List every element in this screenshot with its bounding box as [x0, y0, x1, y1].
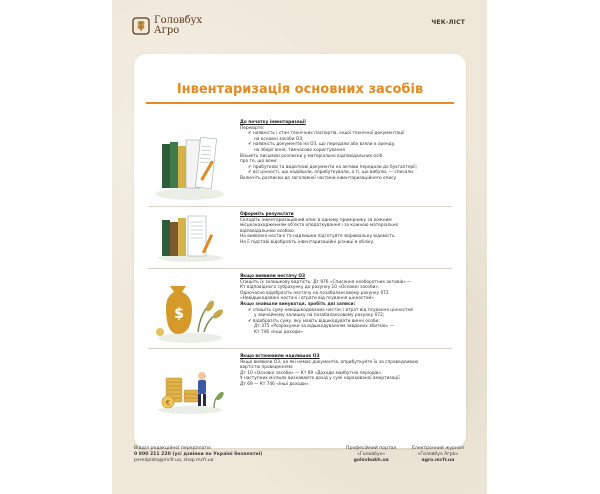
section-shortage	[148, 274, 452, 346]
section-divider	[148, 206, 452, 207]
document-type-label: ЧЕК-ЛІСТ	[431, 19, 465, 26]
section-line: Кт відповідного субрахунку до рахунку 10 «Основні засоби».	[240, 285, 380, 291]
section-line: Якщо знайшли винуватця, зробіть дві записи:	[240, 301, 356, 307]
section-divider	[148, 268, 452, 269]
section-heading: До початку інвентаризації	[240, 120, 306, 125]
checklist-page	[112, 0, 487, 494]
section-surplus	[148, 354, 452, 416]
footer-line: «Головбух Агро»	[417, 451, 459, 457]
section-line: у звичайному залишку на позабалансовому рахунку 072;	[254, 313, 385, 319]
section-line: на основні засоби ОЗ;	[254, 136, 304, 142]
section-line: вартістю проведенням:	[240, 365, 294, 371]
section-line: Дт 69 — Кт 746 «Інші доходи»	[240, 381, 309, 387]
footer-line: Професійний портал	[346, 446, 397, 451]
footer-line: Електронний журнал	[412, 446, 464, 451]
section-line: про те, що вони:	[240, 159, 278, 165]
checklist-item: ✔ відобразіть суму, яку мають відшкодувати винні особи:	[248, 318, 380, 324]
footer-phone[interactable]: 0 800 211 220 (усі дзвінки по Україні безплатні)	[134, 451, 263, 457]
footer-subscription	[134, 446, 262, 463]
footer-line: Відділ редакційної передплати:	[134, 446, 212, 451]
money-bag-illustration	[148, 274, 232, 346]
svg-text:€: €	[165, 399, 171, 407]
page-footer	[134, 446, 469, 474]
section-line: Включіть розписки до заголовної частини інвентаризаційного опису	[240, 175, 397, 181]
documents-illustration	[148, 120, 232, 204]
footer-links[interactable]: peredplata@mcfr.ua, shop.mcfr.ua	[134, 457, 214, 463]
section-line: Дт 375 «Розрахунки за відшкодуванням завданих збитків» —	[254, 324, 394, 330]
brand-name-line1: Головбух	[154, 15, 203, 26]
section-before-inventory	[148, 120, 452, 204]
checklist-item: ✔ прибуткові та видаткові документи на активи передали до бухгалтерії;	[248, 164, 418, 170]
section-line: Спишіть їх залишкову вартість: Дт 976 «Списання необоротних активів» —	[240, 279, 412, 285]
section-divider	[148, 348, 452, 349]
page-title: Інвентаризація основних засобів	[176, 82, 424, 97]
section-results	[148, 212, 452, 264]
folders-illustration	[148, 212, 232, 264]
footer-line: «Головбух»	[357, 451, 386, 457]
section-heading: Оформіть результати	[240, 212, 294, 217]
section-text	[240, 212, 452, 246]
section-heading: Якщо встановили надлишок ОЗ	[240, 354, 320, 359]
section-text	[240, 354, 452, 388]
svg-text:$: $	[174, 306, 184, 322]
brand-name-line2: Агро	[154, 25, 180, 36]
section-line: На її підставі відобразіть інвентаризаційні різниці в обліку	[240, 239, 374, 245]
content-card	[134, 54, 466, 448]
checklist-item: ✔ спишіть суму невідшкодованих нестач і втрат від псування цінностей	[248, 307, 413, 313]
title-underline	[146, 102, 454, 104]
section-line: Візьміть письмові розписки у матеріально відповідальних осіб	[240, 153, 383, 159]
section-text	[240, 274, 452, 336]
footer-journal	[412, 446, 464, 463]
checklist-item: ✔ наявність і стан технічних паспортів, іншої технічної документації	[248, 131, 405, 137]
checklist-item: ✔ наявність документів на ОЗ, що передали або взяли в оренду,	[248, 142, 396, 148]
footer-portal	[346, 446, 396, 463]
section-line: Кт 746 «Інші доходи»	[254, 329, 303, 335]
brand-logo[interactable]	[132, 16, 202, 36]
section-line: Перевірте:	[240, 125, 265, 131]
section-heading: Якщо виявили нестачу ОЗ	[240, 274, 306, 279]
section-line: відповідальною особою.	[240, 228, 296, 234]
section-line: на зберігання, тимчасове користування	[254, 147, 345, 153]
section-text	[240, 120, 452, 182]
checklist-item: ✔ всі цінності, що надійшли, оприбуткували, а ті, що вибули, — списали.	[248, 170, 415, 176]
section-line: «Невідшкодовані нестачі і втрати від псування цінностей»	[240, 296, 374, 302]
section-line: Якщо виявили ОЗ, на які немає документів, оприбуткуйте їх за справедливою	[240, 359, 419, 365]
wheat-logo-icon	[132, 17, 150, 35]
section-line: місцезнаходженням об'єкта оподаткування і за кожною матеріально	[240, 223, 399, 229]
section-line: Складіть інвентаризаційний опис в одному примірнику за кожним	[240, 217, 392, 223]
section-line: Одночасно відобразіть нестачу на позабалансовому рахунку 072	[240, 290, 389, 296]
footer-portal-link[interactable]: golovbukh.ua	[353, 457, 389, 463]
section-line: Дт 10 «Основні засоби» — Кт 69 «Доходи майбутніх періодів».	[240, 370, 383, 376]
section-line: На виявлені нестачі та надлишки підготуйте звірювальну відомість.	[240, 234, 396, 240]
footer-journal-link[interactable]: agro.mcfr.ua	[421, 457, 455, 463]
section-line: У наступних місяцях визнавайте дохід у сумі нарахованої амортизації	[240, 376, 400, 382]
coins-illustration	[148, 354, 232, 416]
